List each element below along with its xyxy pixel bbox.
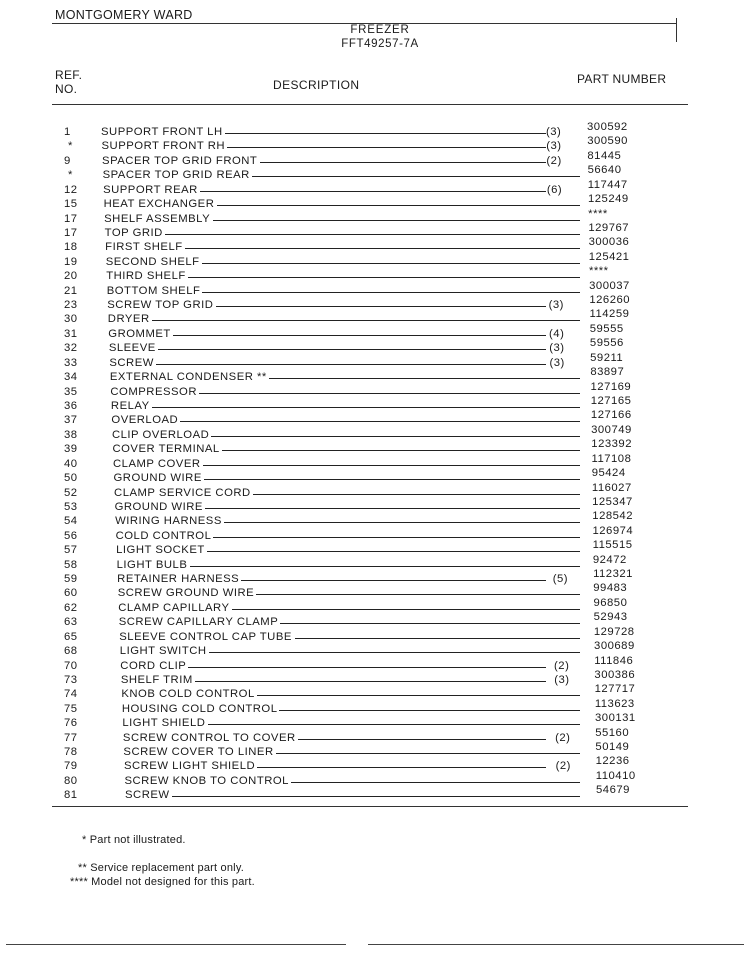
part-number: 56640 — [587, 164, 622, 177]
leader-line — [205, 508, 580, 509]
leader-line — [188, 667, 546, 668]
table-row — [0, 553, 750, 573]
table-row — [0, 495, 750, 515]
ref-number: 9 — [64, 154, 71, 167]
part-description: GROUND WIRE — [114, 500, 203, 513]
table-row — [0, 481, 750, 501]
leader-line — [203, 465, 580, 466]
ref-number: 39 — [64, 443, 78, 456]
part-description: SCREW — [109, 356, 154, 369]
part-number: 300386 — [594, 668, 636, 681]
ref-number: 15 — [64, 198, 78, 211]
part-number: 127169 — [590, 380, 632, 393]
part-description: SPACER TOP GRID REAR — [102, 169, 250, 182]
table-row — [0, 510, 750, 529]
part-description: SHELF TRIM — [120, 673, 193, 686]
leader-line — [222, 450, 580, 451]
ref-number: 75 — [64, 702, 78, 715]
table-row — [0, 539, 750, 558]
leader-line — [295, 638, 580, 639]
ref-number: 17 — [64, 226, 78, 239]
footer-rule-right — [368, 944, 744, 945]
ref-number: 62 — [64, 601, 78, 614]
part-number: 300689 — [594, 640, 635, 653]
part-number: 300131 — [595, 712, 636, 725]
part-number: 114259 — [589, 308, 630, 321]
table-row — [0, 135, 750, 154]
leader-line — [152, 320, 580, 321]
ref-number: 57 — [64, 544, 78, 557]
leader-line — [156, 364, 546, 365]
ref-number: 20 — [64, 270, 78, 283]
table-row — [0, 121, 750, 140]
model-number: FFT49257-7A — [341, 38, 419, 50]
part-number: 110410 — [595, 769, 636, 782]
table-row — [0, 265, 750, 284]
leader-line — [291, 782, 580, 783]
part-number: 96850 — [593, 596, 628, 609]
ref-number: 81 — [64, 789, 78, 802]
quantity: (3) — [549, 342, 565, 355]
table-row — [0, 769, 750, 789]
part-number: **** — [588, 265, 609, 278]
ref-number: 50 — [64, 472, 78, 485]
part-description: CLAMP CAPILLARY — [118, 601, 230, 614]
leader-line — [188, 277, 580, 278]
part-number: 125347 — [592, 495, 633, 508]
part-description: LIGHT BULB — [116, 558, 188, 571]
table-row — [0, 683, 750, 702]
part-number: **** — [588, 207, 608, 220]
part-number: 59556 — [589, 337, 624, 350]
quantity: (2) — [554, 659, 570, 672]
ref-number: 40 — [64, 457, 78, 470]
table-row — [0, 467, 750, 486]
table-row — [0, 755, 750, 774]
table-row — [0, 726, 750, 746]
bottom-rule — [52, 806, 688, 807]
ref-number: 65 — [64, 630, 78, 643]
ref-number: 36 — [64, 399, 78, 412]
part-description: SCREW TOP GRID — [107, 299, 214, 312]
ref-number: * — [68, 169, 73, 182]
ref-number: 70 — [64, 659, 78, 672]
quantity: (2) — [555, 760, 571, 773]
part-description: SLEEVE CONTROL CAP TUBE — [119, 630, 292, 643]
part-description: THIRD SHELF — [106, 270, 186, 283]
part-number: 117447 — [587, 178, 628, 191]
part-description: TOP GRID — [104, 226, 163, 239]
ref-number: 58 — [64, 558, 78, 571]
part-number: 123392 — [591, 438, 632, 451]
quantity: (4) — [549, 327, 565, 340]
part-description: SLEEVE — [108, 342, 156, 355]
leader-line — [227, 147, 546, 148]
part-description: OVERLOAD — [111, 414, 179, 427]
leader-line — [165, 234, 580, 235]
part-number: 113623 — [594, 697, 635, 710]
part-number: 127165 — [590, 394, 632, 407]
ref-number: 56 — [64, 529, 78, 542]
quantity: (3) — [549, 356, 565, 369]
table-row — [0, 611, 750, 630]
ref-number: 33 — [64, 356, 78, 369]
part-description: WIRING HARNESS — [115, 515, 222, 528]
table-row — [0, 596, 750, 616]
table-row — [0, 380, 750, 400]
leader-line — [260, 162, 546, 163]
leader-line — [180, 421, 580, 422]
leader-line — [256, 594, 580, 595]
part-number: 117108 — [591, 452, 632, 465]
part-number: 95424 — [591, 467, 626, 480]
table-row — [0, 236, 750, 255]
footnote-service-only: ** Service replacement part only. — [78, 862, 244, 874]
leader-line — [217, 205, 580, 206]
part-number: 59555 — [589, 322, 624, 335]
part-description: COLD CONTROL — [115, 529, 212, 542]
part-number: 83897 — [590, 366, 625, 379]
part-number: 129767 — [588, 221, 630, 234]
part-number: 59211 — [590, 351, 624, 364]
quantity: (3) — [546, 126, 562, 138]
part-description: RELAY — [110, 399, 150, 412]
part-number: 128542 — [592, 510, 633, 523]
part-number: 300037 — [589, 279, 630, 292]
part-number: 92472 — [592, 553, 627, 566]
ref-header-line1: REF. — [55, 68, 83, 82]
leader-line — [253, 494, 580, 495]
quantity: (5) — [552, 573, 569, 586]
part-description: SUPPORT FRONT RH — [101, 140, 226, 153]
part-description: RETAINER HARNESS — [117, 573, 240, 586]
leader-line — [199, 393, 580, 394]
part-number: 300749 — [591, 423, 632, 436]
header-rule — [52, 104, 688, 105]
leader-line — [190, 566, 580, 567]
table-row — [0, 250, 750, 270]
ref-number: 74 — [64, 688, 78, 701]
ref-number: 30 — [64, 313, 78, 326]
part-number: 300592 — [587, 121, 628, 133]
table-row — [0, 438, 750, 457]
leader-line — [232, 609, 580, 610]
part-description: SCREW GROUND WIRE — [117, 587, 255, 600]
ref-header-line2: NO. — [55, 82, 78, 96]
leader-line — [208, 724, 580, 725]
ref-number: 18 — [64, 241, 78, 254]
part-number: 54679 — [596, 784, 630, 797]
ref-number: 78 — [64, 746, 78, 759]
table-row — [0, 149, 750, 169]
ref-number: 68 — [64, 645, 78, 658]
ref-number: 59 — [64, 573, 78, 586]
part-description: GROUND WIRE — [113, 472, 202, 485]
table-row — [0, 322, 750, 342]
part-description: SCREW KNOB TO CONTROL — [124, 774, 289, 787]
leader-line — [152, 407, 580, 408]
leader-line — [225, 133, 546, 134]
ref-number: 76 — [64, 717, 78, 730]
ref-number: 23 — [64, 299, 78, 312]
part-description: FIRST SHELF — [105, 241, 183, 254]
part-number: 52943 — [593, 611, 628, 624]
part-number: 99483 — [593, 582, 628, 595]
ref-number: 77 — [64, 731, 78, 744]
leader-line — [172, 796, 580, 797]
quantity: (2) — [546, 154, 562, 167]
part-description: SHELF ASSEMBLY — [104, 212, 211, 225]
ref-number: 32 — [64, 342, 78, 355]
part-description: SCREW CONTROL TO COVER — [122, 731, 296, 744]
leader-line — [185, 248, 580, 249]
part-number: 50149 — [595, 741, 630, 754]
part-description: LIGHT SOCKET — [116, 544, 205, 557]
part-number: 126974 — [592, 524, 634, 537]
table-row — [0, 741, 750, 760]
table-row — [0, 625, 750, 645]
part-description: GROMMET — [108, 327, 171, 340]
leader-line — [173, 335, 546, 336]
part-number: 12236 — [595, 755, 630, 768]
ref-number: 19 — [64, 255, 78, 268]
part-number: 115515 — [592, 539, 633, 552]
leader-line — [207, 551, 580, 552]
leader-line — [269, 378, 580, 379]
footer-rule-left — [6, 944, 346, 945]
part-number: 127166 — [590, 409, 632, 422]
leader-line — [213, 220, 580, 221]
table-row — [0, 697, 750, 717]
part-description: CLAMP COVER — [113, 457, 201, 470]
part-description: HEAT EXCHANGER — [103, 198, 215, 211]
table-row — [0, 351, 750, 371]
part-number: 129728 — [593, 625, 635, 638]
table-row — [0, 394, 750, 414]
ref-number: 21 — [64, 284, 78, 297]
ref-number: 12 — [64, 183, 78, 196]
table-row — [0, 524, 750, 544]
part-number: 112321 — [593, 568, 633, 581]
table-row — [0, 784, 750, 803]
leader-line — [279, 710, 580, 711]
part-description: SCREW CAPILLARY CLAMP — [118, 616, 279, 629]
quantity: (3) — [554, 673, 570, 686]
quantity: (3) — [546, 140, 562, 153]
table-row — [0, 423, 750, 443]
table-row — [0, 193, 750, 212]
leader-line — [276, 753, 580, 754]
leader-line — [257, 695, 580, 696]
leader-line — [216, 306, 546, 307]
part-description: COVER TERMINAL — [112, 443, 220, 456]
ref-number: 79 — [64, 760, 78, 773]
part-number: 125249 — [587, 193, 629, 206]
leader-line — [257, 767, 546, 768]
table-row — [0, 366, 750, 385]
ref-number: 34 — [64, 371, 78, 384]
leader-line — [224, 522, 580, 523]
part-number: 300036 — [588, 236, 630, 249]
table-row — [0, 178, 750, 198]
brand-name: MONTGOMERY WARD — [55, 8, 193, 22]
leader-line — [211, 436, 580, 437]
part-description: SCREW — [125, 789, 170, 802]
leader-line — [298, 739, 546, 740]
table-row — [0, 640, 750, 659]
table-row — [0, 568, 750, 587]
table-row — [0, 221, 750, 241]
part-number: 127717 — [594, 683, 636, 696]
leader-line — [158, 349, 546, 350]
table-row — [0, 207, 750, 227]
leader-line — [202, 263, 580, 264]
table-row — [0, 582, 750, 601]
part-description: BOTTOM SHELF — [106, 284, 201, 297]
part-description: SUPPORT FRONT LH — [101, 126, 223, 138]
ref-number: 1 — [64, 126, 71, 138]
part-number: 300590 — [587, 135, 628, 148]
part-description: SPACER TOP GRID FRONT — [102, 154, 258, 167]
leader-line — [204, 479, 580, 480]
table-row — [0, 712, 750, 731]
part-description: COMPRESSOR — [110, 385, 197, 398]
table-row — [0, 452, 750, 472]
part-description: DRYER — [107, 313, 150, 326]
table-row — [0, 337, 750, 356]
table-row — [0, 164, 750, 183]
part-number: 55160 — [595, 726, 630, 739]
leader-line — [209, 652, 580, 653]
ref-number: 35 — [64, 385, 78, 398]
part-description: SECOND SHELF — [105, 255, 200, 268]
ref-number: 53 — [64, 500, 78, 513]
table-row — [0, 409, 750, 428]
quantity: (2) — [555, 731, 571, 744]
part-description: LIGHT SHIELD — [122, 717, 206, 730]
product-title: FREEZER — [350, 24, 410, 36]
leader-line — [213, 537, 580, 538]
part-number: 81445 — [587, 149, 622, 162]
ref-number: 17 — [64, 212, 78, 225]
part-description: SUPPORT REAR — [103, 183, 198, 196]
part-description: HOUSING COLD CONTROL — [121, 702, 278, 715]
table-row — [0, 668, 750, 688]
part-number: 111846 — [594, 654, 634, 667]
table-row — [0, 279, 750, 299]
ref-number: 31 — [64, 327, 78, 340]
description-header: DESCRIPTION — [273, 78, 360, 92]
quantity: (6) — [546, 183, 563, 196]
leader-line — [195, 681, 546, 682]
part-description: SCREW COVER TO LINER — [123, 746, 274, 759]
footnote-not-designed: **** Model not designed for this part. — [70, 876, 255, 888]
ref-no-header — [55, 68, 82, 96]
table-row — [0, 654, 750, 674]
ref-number: * — [68, 140, 73, 153]
leader-line — [252, 176, 580, 177]
leader-line — [200, 191, 546, 192]
ref-number: 73 — [64, 673, 78, 686]
part-number-header: PART NUMBER — [577, 72, 667, 86]
ref-number: 80 — [64, 774, 78, 787]
quantity: (3) — [548, 299, 564, 312]
part-description: CLIP OVERLOAD — [111, 428, 210, 441]
ref-number: 38 — [64, 428, 78, 441]
part-description: EXTERNAL CONDENSER ** — [109, 371, 267, 384]
ref-number: 37 — [64, 414, 78, 427]
leader-line — [280, 623, 580, 624]
leader-line — [202, 292, 580, 293]
part-description: SCREW LIGHT SHIELD — [123, 760, 256, 773]
ref-number: 60 — [64, 587, 78, 600]
footnote-not-illustrated: * Part not illustrated. — [82, 834, 186, 846]
part-description: CLAMP SERVICE CORD — [114, 486, 251, 499]
table-row — [0, 294, 750, 313]
leader-line — [241, 580, 546, 581]
part-number: 116027 — [591, 481, 632, 494]
part-number: 125421 — [588, 250, 630, 263]
ref-number: 52 — [64, 486, 78, 499]
part-description: LIGHT SWITCH — [119, 645, 207, 658]
ref-number: 54 — [64, 515, 78, 528]
part-number: 126260 — [589, 294, 631, 307]
table-row — [0, 308, 750, 327]
ref-number: 63 — [64, 616, 78, 629]
part-description: KNOB COLD CONTROL — [121, 688, 255, 701]
part-description: CORD CLIP — [120, 659, 187, 672]
